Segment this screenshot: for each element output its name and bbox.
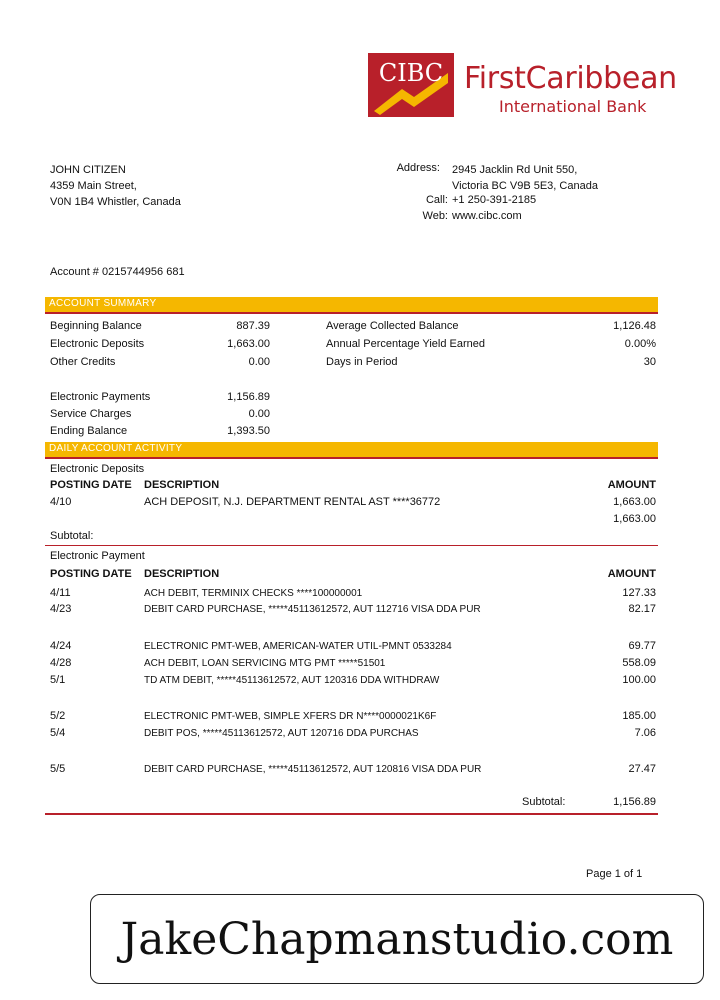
summary-value: 1,126.48 xyxy=(613,320,656,332)
payment-amount: 127.33 xyxy=(622,587,656,599)
customer-block xyxy=(50,162,181,210)
summary-label: Ending Balance xyxy=(50,425,128,437)
payment-date: 5/1 xyxy=(50,674,66,686)
divider xyxy=(45,545,658,546)
customer-street: 4359 Main Street, xyxy=(50,180,137,192)
summary-value: 0.00 xyxy=(248,356,270,368)
payment-amount: 69.77 xyxy=(628,640,656,652)
payment-date: 5/4 xyxy=(50,727,66,739)
payment-amount: 7.06 xyxy=(634,727,656,739)
payment-amount: 82.17 xyxy=(628,603,656,615)
payment-amount: 100.00 xyxy=(622,674,656,686)
address-label: Address: xyxy=(396,162,440,174)
summary-value: 887.39 xyxy=(236,320,270,332)
bank-address xyxy=(452,162,598,194)
page-number: Page 1 of 1 xyxy=(586,868,643,880)
deposits-section-title: Electronic Deposits xyxy=(50,463,145,475)
payment-description: ACH DEBIT, TERMINIX CHECKS ****100000001 xyxy=(144,588,363,599)
payment-date: 5/2 xyxy=(50,710,66,722)
summary-label: Other Credits xyxy=(50,356,116,368)
col-posting-date: POSTING DATE xyxy=(50,568,132,580)
payments-subtotal: 1,156.89 xyxy=(613,796,656,808)
summary-label: Average Collected Balance xyxy=(326,320,459,332)
payment-date: 4/28 xyxy=(50,657,72,669)
payments-section-title: Electronic Payment xyxy=(50,550,145,562)
payment-date: 5/5 xyxy=(50,763,66,775)
summary-value: 1,156.89 xyxy=(227,391,270,403)
payment-description: TD ATM DEBIT, *****45113612572, AUT 120316 DDA WITHDRAW xyxy=(144,675,440,686)
col-posting-date: POSTING DATE xyxy=(50,479,132,491)
call-label: Call: xyxy=(425,194,448,206)
payment-description: ELECTRONIC PMT-WEB, AMERICAN-WATER UTIL-PMNT 0533284 xyxy=(144,641,452,652)
payment-description: DEBIT CARD PURCHASE, *****45113612572, AUT 112716 VISA DDA PUR xyxy=(144,604,481,615)
summary-label: Beginning Balance xyxy=(50,320,142,332)
customer-name: JOHN CITIZEN xyxy=(50,164,126,176)
payment-date: 4/24 xyxy=(50,640,72,652)
col-description: DESCRIPTION xyxy=(144,479,220,491)
bottom-rule xyxy=(45,813,658,815)
deposit-amount: 1,663.00 xyxy=(613,496,656,508)
payment-description: DEBIT POS, *****45113612572, AUT 120716 DDA PURCHAS xyxy=(144,728,419,739)
account-number: Account # 0215744956 681 xyxy=(50,266,185,278)
payment-description: ACH DEBIT, LOAN SERVICING MTG PMT *****51501 xyxy=(144,658,386,669)
payment-date: 4/11 xyxy=(50,587,71,599)
watermark-text: JakeChapmanstudio.com xyxy=(90,894,704,984)
payment-amount: 27.47 xyxy=(628,763,656,775)
col-amount: AMOUNT xyxy=(607,479,656,491)
deposit-date: 4/10 xyxy=(50,496,72,508)
daily-activity-title: DAILY ACCOUNT ACTIVITY xyxy=(49,443,183,454)
deposit-description: ACH DEPOSIT, N.J. DEPARTMENT RENTAL AST ****36772 xyxy=(144,496,441,508)
account-summary-bar xyxy=(45,297,658,314)
address-line-1: 2945 Jacklin Rd Unit 550, xyxy=(452,164,578,176)
logo-brand-sub: International Bank xyxy=(499,97,647,116)
account-summary-title: ACCOUNT SUMMARY xyxy=(49,298,157,309)
summary-value: 1,663.00 xyxy=(227,338,270,350)
address-line-2: Victoria BC V9B 5E3, Canada xyxy=(452,180,598,192)
payment-description: ELECTRONIC PMT-WEB, SIMPLE XFERS DR N****0000021K6F xyxy=(144,711,437,722)
bank-logo xyxy=(368,53,677,117)
bank-website: www.cibc.com xyxy=(452,210,522,222)
daily-activity-bar xyxy=(45,442,658,459)
cibc-logo-icon xyxy=(368,53,454,117)
summary-label: Service Charges xyxy=(50,408,132,420)
summary-label: Electronic Deposits xyxy=(50,338,145,350)
bank-phone: +1 250-391-2185 xyxy=(452,194,537,206)
deposits-total: 1,663.00 xyxy=(613,513,656,525)
payments-subtotal-label: Subtotal: xyxy=(522,796,566,808)
summary-label: Electronic Payments xyxy=(50,391,151,403)
logo-cibc-text: CIBC xyxy=(378,59,444,87)
web-label: Web: xyxy=(422,210,448,222)
summary-value: 1,393.50 xyxy=(227,425,270,437)
col-amount: AMOUNT xyxy=(607,568,656,580)
summary-value: 0.00% xyxy=(624,338,656,350)
summary-value: 30 xyxy=(643,356,656,368)
customer-city: V0N 1B4 Whistler, Canada xyxy=(50,196,181,208)
payment-date: 4/23 xyxy=(50,603,72,615)
payment-amount: 558.09 xyxy=(622,657,656,669)
deposits-subtotal-label: Subtotal: xyxy=(50,530,94,542)
summary-label: Days in Period xyxy=(326,356,398,368)
payment-amount: 185.00 xyxy=(622,710,656,722)
col-description: DESCRIPTION xyxy=(144,568,220,580)
logo-brand-name: FirstCaribbean xyxy=(464,61,677,96)
summary-label: Annual Percentage Yield Earned xyxy=(326,338,486,350)
payment-description: DEBIT CARD PURCHASE, *****45113612572, AUT 120816 VISA DDA PUR xyxy=(144,764,482,775)
summary-value: 0.00 xyxy=(248,408,270,420)
